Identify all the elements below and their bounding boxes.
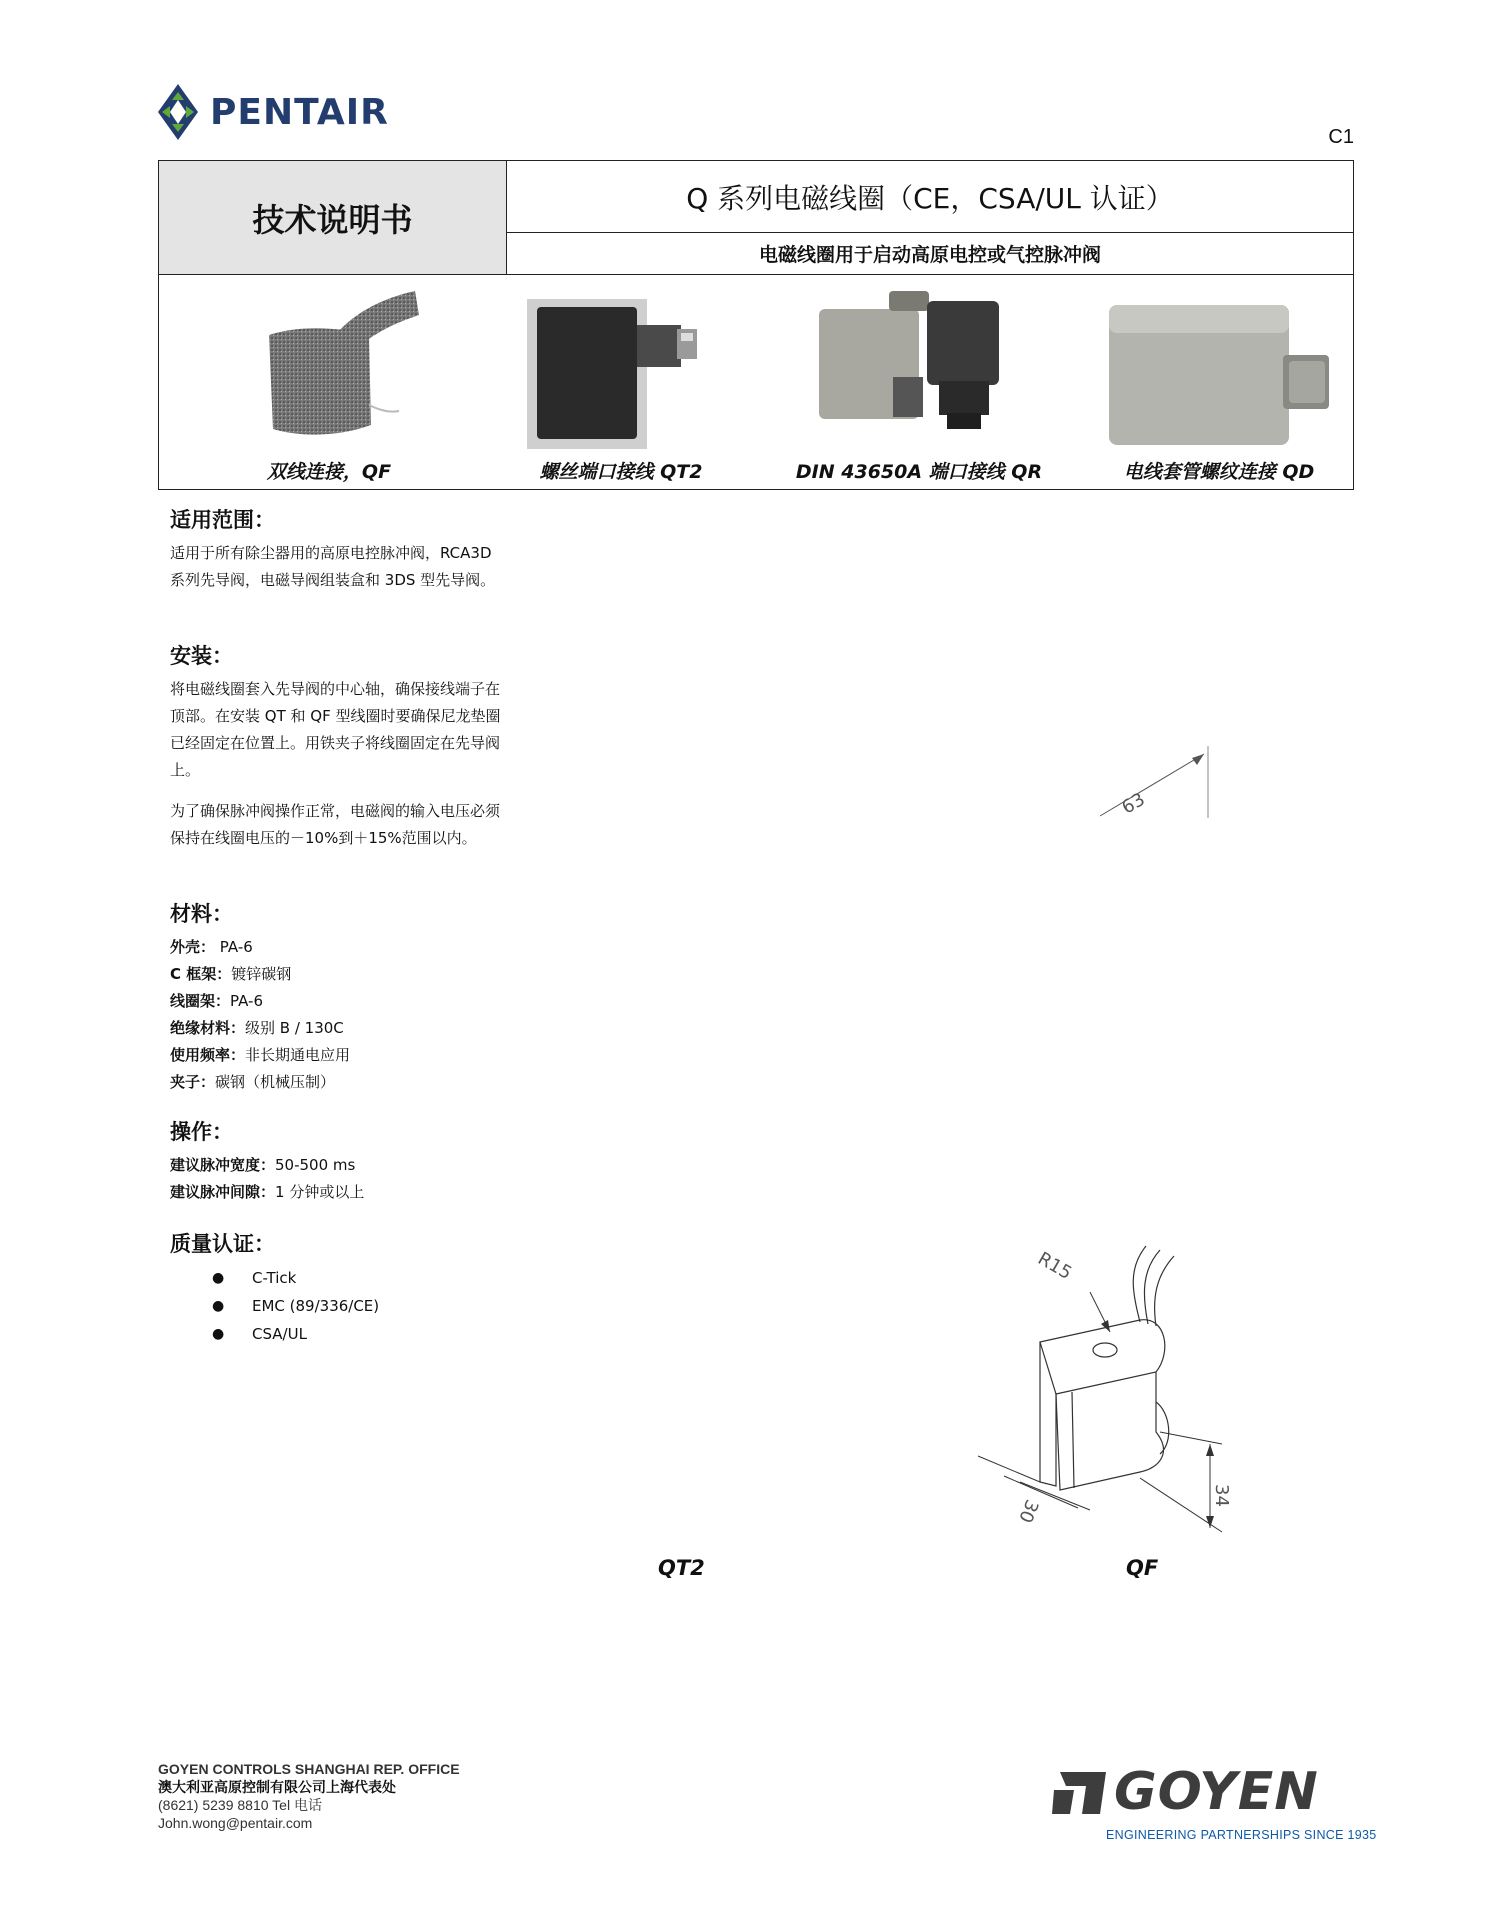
product-title: Q 系列电磁线圈（CE，CSA/UL 认证） [507,161,1353,233]
section-install [170,640,510,866]
page-code: C1 [1328,126,1354,148]
section-quality [170,1228,510,1348]
operation-heading: 操作： [170,1120,233,1144]
material-row: 绝缘材料：级别 B / 130C [170,1019,344,1037]
list-item: ● CSA/UL [170,1320,510,1348]
goyen-tagline: ENGINEERING PARTNERSHIPS SINCE 1935 [1106,1828,1377,1842]
qf-coil-photo [239,285,439,455]
material-row: 线圈架：PA-6 [170,992,263,1010]
dimension-label-30: 30 [1014,1496,1043,1526]
doc-type-title: 技术说明书 [159,161,507,275]
install-heading: 安装： [170,644,233,668]
section-operation [170,1116,510,1206]
scope-heading: 适用范围： [170,508,275,532]
install-text-2: 为了确保脉冲阀操作正常，电磁阀的输入电压必须保持在线圈电压的－10%到＋15%范围以内。 [170,802,501,847]
footer-office-cn: 澳大利亚高原控制有限公司上海代表处 [158,1779,396,1795]
caption-qr: DIN 43650A 端口接线 QR [795,461,1043,483]
dimension-label-r15: R15 [1034,1248,1076,1285]
goyen-wordmark: GOYEN [1114,1762,1319,1822]
product-photos [159,275,1353,489]
footer-email: John.wong@pentair.com [158,1815,313,1831]
qf-drawing-caption: QF [1126,1556,1159,1580]
operation-row: 建议脉冲宽度：50-500 ms [170,1156,356,1174]
material-row: 外壳： PA-6 [170,938,253,956]
pentair-diamond-icon [156,82,200,142]
footer-phone: (8621) 5239 8810 Tel 电话 [158,1797,322,1813]
dimension-drawing-63 [1070,738,1220,838]
caption-qt2: 螺丝端口接线 QT2 [539,461,703,483]
product-subtitle: 电磁线圈用于启动高原电控或气控脉冲阀 [507,233,1353,275]
material-row: 使用频率：非长期通电应用 [170,1046,351,1064]
qd-coil-photo [1099,285,1339,455]
pentair-logo [156,82,389,142]
quality-heading: 质量认证： [170,1232,275,1256]
goyen-mark-icon [1052,1770,1108,1816]
caption-qd: 电线套管螺纹连接 QD [1123,461,1315,483]
install-text-1: 将电磁线圈套入先导阀的中心轴，确保接线端子在顶部。在安装 QT 和 QF 型线圈时要确保尼龙垫圈已经固定在位置上。用铁夹子将线圈固定在先导阀上。 [170,680,501,779]
operation-row: 建议脉冲间隙：1 分钟或以上 [170,1183,365,1201]
scope-text: 适用于所有除尘器用的高原电控脉冲阀，RCA3D 系列先导阀，电磁导阀组装盒和 3DS 型先导阀。 [170,544,496,589]
footer-contact [158,1760,460,1832]
list-item: ● EMC (89/336/CE) [170,1292,510,1320]
material-row: 夹子：碳钢（机械压制） [170,1073,336,1091]
dimension-label-63: 63 [1118,788,1149,819]
qt2-drawing-caption: QT2 [658,1556,705,1580]
qt2-coil-photo [521,285,721,455]
list-item: ● C-Tick [170,1264,510,1292]
qf-coil-drawing [960,1232,1240,1542]
quality-list [170,1264,510,1348]
materials-heading: 材料： [170,902,233,926]
footer-office-en: GOYEN CONTROLS SHANGHAI REP. OFFICE [158,1761,460,1777]
pentair-wordmark: PENTAIR [210,91,389,133]
caption-qf: 双线连接，QF [266,461,392,483]
title-table [158,160,1354,490]
qr-coil-photo [809,285,1029,455]
material-row: C 框架：镀锌碳钢 [170,965,292,983]
dimension-label-34: 34 [1211,1484,1232,1507]
section-scope [170,504,510,608]
section-materials [170,898,510,1096]
